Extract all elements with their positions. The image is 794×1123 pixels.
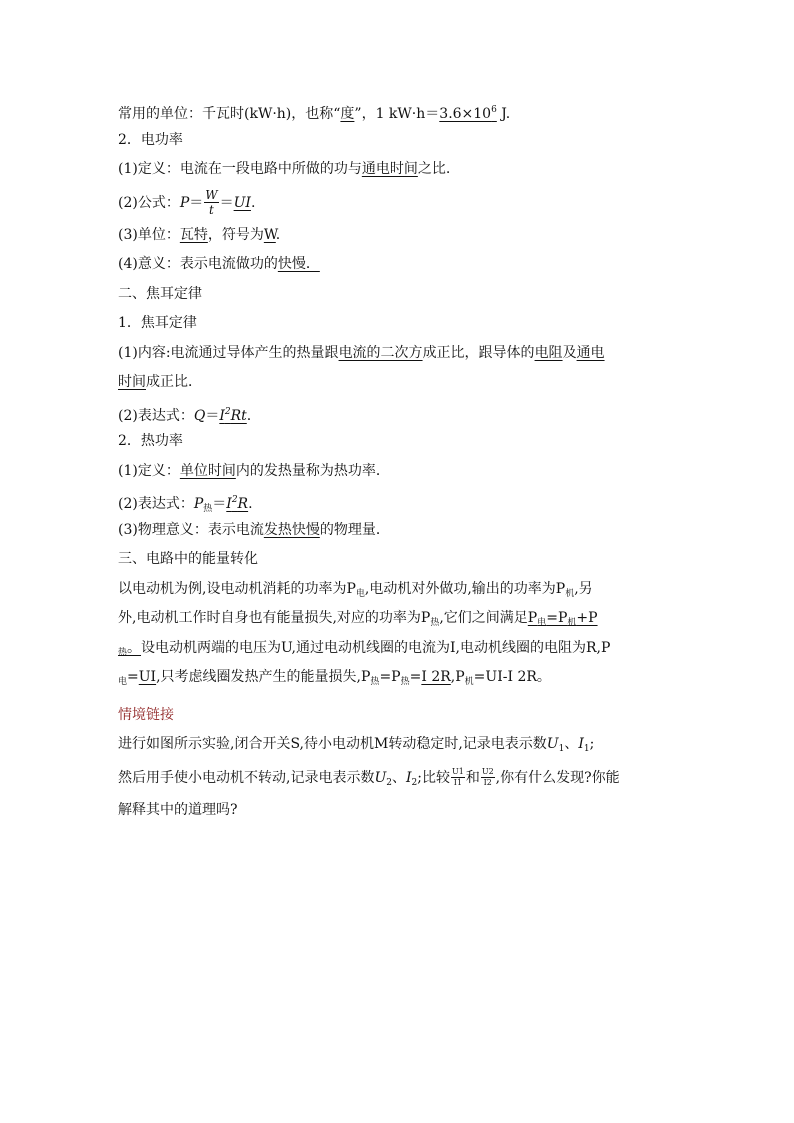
text: P <box>527 610 538 626</box>
text: 、 <box>564 736 579 752</box>
symbol-i: I <box>578 736 584 752</box>
subscript: 1 <box>558 744 565 754</box>
answer-w: W <box>263 226 276 243</box>
symbol-i: I <box>406 769 412 786</box>
heat-power-expression <box>118 486 678 516</box>
energy-line-2 <box>118 604 678 634</box>
denominator: I2 <box>483 778 492 787</box>
text: (1)定义：电流在一段电路中所做的功与 <box>118 161 362 177</box>
text: ,另 <box>574 580 593 597</box>
symbol-q: Q <box>193 407 206 424</box>
exponent: 2 <box>231 495 238 505</box>
document-content <box>118 96 678 825</box>
text: ,只考虑线圈发热产生的能量损失,P <box>156 669 371 685</box>
text: ,它们之间满足 <box>439 610 528 626</box>
text: 。 <box>127 639 142 656</box>
symbol-u: U <box>546 736 559 752</box>
subsection-joule-law: 1．焦耳定律 <box>118 315 197 331</box>
text: R <box>237 496 249 512</box>
text: 的物理量． <box>319 521 390 538</box>
text: . <box>248 496 253 512</box>
text: +P <box>576 610 598 626</box>
fraction-u1-over-i1 <box>451 768 465 787</box>
subscript: 机 <box>565 588 575 599</box>
subscript: 热 <box>370 677 380 687</box>
answer-resistance: 电阻 <box>534 344 563 361</box>
units-line <box>118 96 678 126</box>
answer-kwh-value <box>439 106 497 122</box>
text: I <box>226 496 232 512</box>
answer-i2rt <box>219 408 246 424</box>
text: = <box>409 669 422 685</box>
text: =P <box>379 669 401 685</box>
energy-line-3 <box>118 634 678 664</box>
context-heading: 情境链接 <box>118 706 174 723</box>
text: (3)单位： <box>118 226 180 243</box>
answer-ui: UI <box>138 669 157 685</box>
text: ＝ <box>219 194 234 211</box>
text: . <box>250 194 256 211</box>
heat-power-meaning <box>118 516 678 546</box>
text: ＝ <box>205 407 220 424</box>
exponent: 6 <box>491 105 497 115</box>
text: ，符号为 <box>207 226 264 243</box>
text: ; <box>589 736 595 752</box>
text: 、 <box>392 769 406 786</box>
context-line-3: 解释其中的道理吗? <box>118 801 238 818</box>
text: =UI-I 2R。 <box>473 669 551 685</box>
text: 内的发热量称为热功率． <box>235 462 390 479</box>
answer-time-part1: 通电 <box>576 344 605 361</box>
denominator: t <box>209 203 214 217</box>
text: I <box>219 407 225 424</box>
text: 成正比，跟导体的 <box>422 344 535 361</box>
numerator: U2 <box>481 767 494 776</box>
section-joule-title: 二、焦耳定律 <box>118 285 202 302</box>
text: (1)内容:电流通过导体产生的热量跟 <box>118 344 339 361</box>
context-line-2 <box>118 760 678 796</box>
numerator: U1 <box>451 767 464 776</box>
energy-line-4 <box>118 663 678 693</box>
text: 之比. <box>417 161 451 177</box>
answer-i2r: I 2R <box>421 669 451 685</box>
fraction-u2-over-i2 <box>481 768 495 787</box>
answer-speed: 快慢． <box>277 256 320 272</box>
text: ,你有什么发现?你能 <box>495 769 620 786</box>
power-meaning <box>118 250 678 280</box>
exponent: 2 <box>224 406 231 417</box>
subscript: 电 <box>355 588 365 599</box>
answer-du: 度 <box>340 106 355 122</box>
text: 3.6×10 <box>439 106 492 122</box>
joule-expression <box>118 398 678 428</box>
text: (2)公式： <box>118 194 180 211</box>
answer-unit-time: 单位时间 <box>179 462 236 479</box>
answer-watt: 瓦特 <box>179 226 208 243</box>
fraction-w-over-t <box>204 189 218 216</box>
joule-content-line-1 <box>118 339 678 369</box>
power-unit <box>118 221 678 251</box>
text: . <box>246 407 252 424</box>
text: ,P <box>450 669 465 685</box>
text: 然后用手使小电动机不转动,记录电表示数 <box>118 769 375 786</box>
text: . <box>275 226 281 243</box>
text: (2)表达式： <box>118 407 194 424</box>
text: ＝ <box>212 496 227 512</box>
text: J. <box>496 106 511 122</box>
answer-ui: UI <box>233 194 251 211</box>
symbol-p: P <box>193 496 204 512</box>
subscript: 电 <box>537 618 547 628</box>
denominator: I1 <box>453 778 463 787</box>
text: Rt <box>230 407 247 424</box>
subscript: 热 <box>430 618 440 628</box>
subscript: 1 <box>583 744 590 754</box>
subscript: 2 <box>411 777 418 788</box>
text: 和 <box>465 769 480 786</box>
power-formula <box>118 185 678 221</box>
text: 及 <box>562 344 577 361</box>
subscript: 2 <box>386 777 392 788</box>
text: ”，1 kW·h＝ <box>354 106 440 122</box>
subscript: 机 <box>464 677 474 687</box>
text: ＝ <box>189 194 204 211</box>
text: 外,电动机工作时自身也有能量损失,对应的功率为P <box>118 610 431 626</box>
text: 以电动机为例,设电动机消耗的功率为P <box>118 580 356 597</box>
power-definition <box>118 155 678 185</box>
energy-line-1 <box>118 575 678 605</box>
text: =P <box>546 610 568 626</box>
subscript: 热 <box>400 677 410 687</box>
section-energy-title: 三、电路中的能量转化 <box>118 551 258 567</box>
text: 设电动机两端的电压为U,通过电动机线圈的电流为I,电动机线圈的电阻为R,P <box>141 639 611 656</box>
text: ,电动机对外做功,输出的功率为P <box>364 580 566 597</box>
subscript: 电 <box>118 677 128 687</box>
subscript: 热 <box>203 504 213 514</box>
answer-time: 通电时间 <box>361 161 418 177</box>
text: 进行如图所示实验,闭合开关S,待小电动机M转动稳定时,记录电表示数 <box>118 736 547 752</box>
subscript: 机 <box>567 618 577 628</box>
answer-power-balance <box>528 610 598 626</box>
joule-content-line-2 <box>118 368 678 398</box>
symbol-p: P <box>179 194 190 211</box>
subscript: 热 <box>118 647 128 658</box>
context-line-1 <box>118 730 678 760</box>
text: 成正比． <box>146 374 202 390</box>
text: (2)表达式： <box>118 496 194 512</box>
answer-time-part2: 时间 <box>118 374 146 390</box>
text: ;比较 <box>417 769 450 786</box>
answer-power-balance-cont <box>118 640 141 656</box>
text: = <box>127 669 139 685</box>
text: 常用的单位：千瓦时(kW·h)，也称“ <box>118 106 341 122</box>
symbol-u: U <box>374 769 387 786</box>
section-power-title: 2．电功率 <box>118 131 183 148</box>
text: (3)物理意义：表示电流 <box>118 521 264 538</box>
heat-power-definition <box>118 457 678 487</box>
answer-heat-speed: 发热快慢 <box>263 521 320 538</box>
text: (4)意义：表示电流做功的 <box>118 256 278 272</box>
answer-i2r <box>226 496 248 512</box>
text: (1)定义： <box>118 462 180 479</box>
answer-current-squared: 电流的二次方 <box>338 344 423 361</box>
numerator: W <box>205 188 218 202</box>
subsection-heat-power: 2．热功率 <box>118 433 183 449</box>
